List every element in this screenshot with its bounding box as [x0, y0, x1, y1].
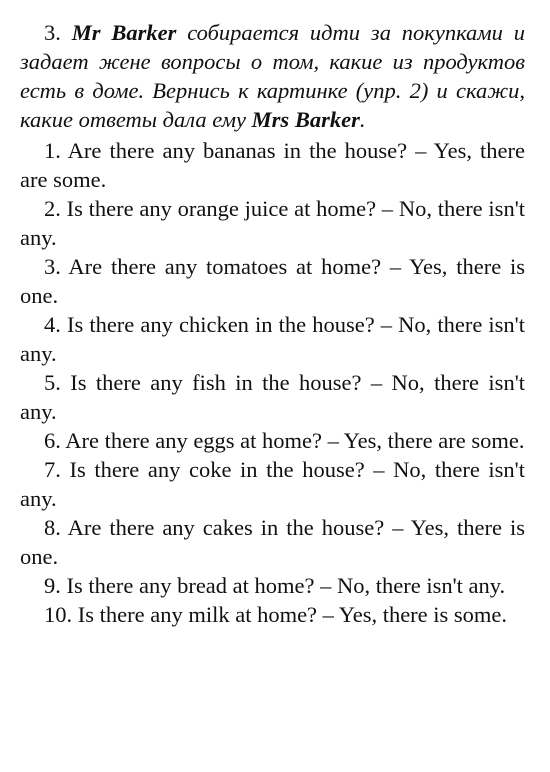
answer-item: 6. Are there any eggs at home? – Yes, there are some.	[44, 428, 525, 453]
answer-item: 3. Are there any tomatoes at home? – Yes, there is one.	[20, 254, 525, 308]
answer-item: 8. Are there any cakes in the house? – Yes, there is one.	[20, 515, 525, 569]
answer-item: 7. Is there any coke in the house? – No, there isn't any.	[20, 457, 525, 511]
task-instruction	[20, 18, 525, 134]
task-name-mr: Mr Barker	[71, 20, 177, 45]
exercise-page	[20, 18, 525, 629]
answer-item: 1. Are there any bananas in the house? – Yes, there are some.	[20, 138, 525, 192]
task-name-mrs: Mrs Barker	[251, 107, 360, 132]
answer-item: 5. Is there any fish in the house? – No, there isn't any.	[20, 370, 525, 424]
answer-item: 10. Is there any milk at home? – Yes, there is some.	[44, 602, 508, 627]
answer-item: 9. Is there any bread at home? – No, there isn't any.	[44, 573, 506, 598]
answer-item: 2. Is there any orange juice at home? – No, there isn't any.	[20, 196, 525, 250]
task-number: 3.	[44, 20, 61, 45]
answer-list	[20, 136, 525, 629]
task-text: собирается идти за покупками и задает жене вопросы о том, какие из продуктов есть в доме. Вернись к картинке (упр. 2) и скажи, какие ответы дала ему	[20, 20, 525, 132]
task-end: .	[359, 107, 366, 132]
answer-item: 4. Is there any chicken in the house? – No, there isn't any.	[20, 312, 525, 366]
